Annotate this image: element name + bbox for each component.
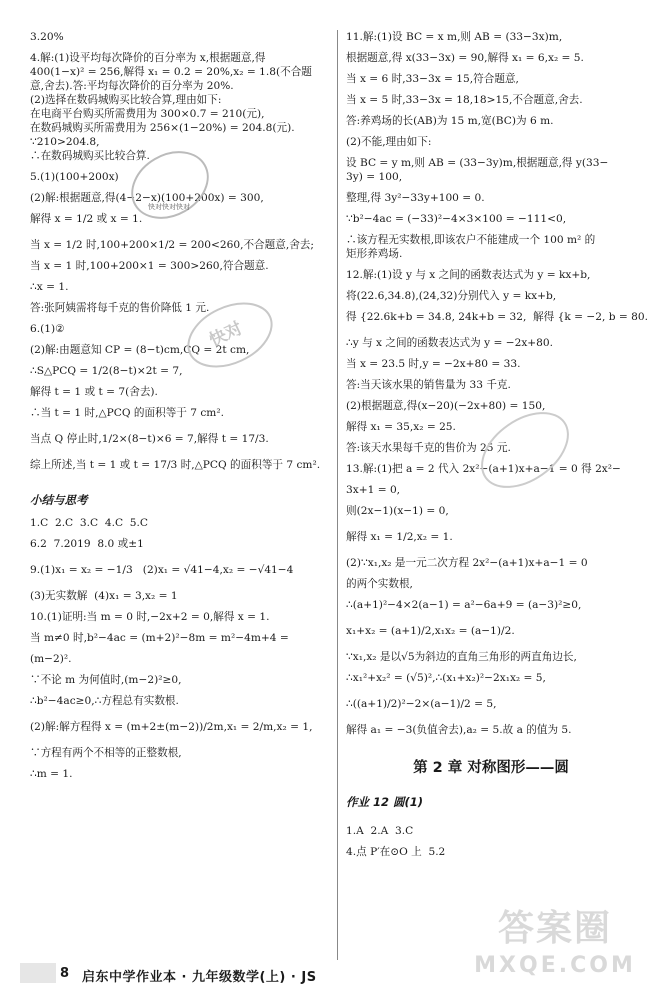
text-line: 当 x = 1/2 时,100+200×1/2 = 200<260,不合题意,舍去; <box>30 239 314 251</box>
text-line: ∴((a+1)/2)²−2×(a−1)/2 = 5, <box>346 698 497 710</box>
text-line: ∴当 t = 1 时,△PCQ 的面积等于 7 cm². <box>30 407 224 419</box>
spacer <box>30 252 330 259</box>
text-line: ∴(a+1)²−4×2(a−1) = a²−6a+9 = (a−3)²≥0, <box>346 599 582 611</box>
text-line: (2)选择在数码城购买比较合算,理由如下: <box>30 94 222 106</box>
homework-heading: 作业 12 圆(1) <box>346 795 424 809</box>
page-number: 8 <box>60 966 70 981</box>
text-line: (3)无实数解 (4)x₁ = 3,x₂ = 1 <box>30 590 178 602</box>
spacer <box>30 336 330 343</box>
spacer <box>30 273 330 280</box>
text-line: 解得 t = 1 或 t = 7(舍去). <box>30 386 158 398</box>
text-line: 9.(1)x₁ = x₂ = −1/3 (2)x₁ = √41−4,x₂ = −√41−4 <box>30 564 294 576</box>
text-line: ∴S△PCQ = 1/2(8−t)×2t = 7, <box>30 365 183 377</box>
text-line: 解得 x₁ = 1/2,x₂ = 1. <box>346 531 453 543</box>
spacer <box>346 107 636 114</box>
spacer <box>346 544 636 556</box>
spacer <box>346 371 636 378</box>
spacer <box>346 737 636 756</box>
text-line: (2)解:解方程得 x = (m+2±(m−2))/2m,x₁ = 2/m,x₂ = 1, <box>30 721 313 733</box>
text-line: 6.(1)② <box>30 323 65 335</box>
spacer <box>30 577 330 589</box>
spacer <box>346 455 636 462</box>
text-line: 将(22.6,34.8),(24,32)分别代入 y = kx+b, <box>346 290 557 302</box>
spacer <box>30 205 330 212</box>
text-line: 13.解:(1)把 a = 2 代入 2x²−(a+1)x+a−1 = 0 得 2x²− <box>346 463 621 475</box>
text-line: 4.点 P′在⊙O 上 5.2 <box>346 846 446 858</box>
text-line: (2)解:根据题意,得(4−2−x)(100+200x) = 300, <box>30 192 264 204</box>
spacer <box>346 149 636 156</box>
text-line: 在电商平台购买所需费用为 300×0.7 = 210(元), <box>30 108 265 120</box>
spacer <box>30 687 330 694</box>
spacer <box>346 184 636 191</box>
spacer <box>346 226 636 233</box>
text-line: 整理,得 3y²−33y+100 = 0. <box>346 192 485 204</box>
text-line: ∴x = 1. <box>30 281 69 293</box>
spacer <box>346 128 636 135</box>
text-line: 3x+1 = 0, <box>346 484 401 496</box>
text-line: 400(1−x)² = 256,解得 x₁ = 0.2 = 20%,x₂ = 1.8(不合题 <box>30 66 312 78</box>
text-line: ∵不论 m 为何值时,(m−2)²≥0, <box>30 674 182 686</box>
text-line: 3.20% <box>30 31 64 43</box>
spacer <box>30 530 330 537</box>
text-line: 1.C 2.C 3.C 4.C 5.C <box>30 517 149 529</box>
text-line: 10.(1)证明:当 m = 0 时,−2x+2 = 0,解得 x = 1. <box>30 611 270 623</box>
text-line: 答:张阿姨需将每千克的售价降低 1 元. <box>30 302 210 314</box>
text-line: 1.A 2.A 3.C <box>346 825 414 837</box>
column-divider <box>337 30 338 960</box>
spacer <box>30 624 330 631</box>
spacer <box>346 518 636 530</box>
text-line: 的两个实数根, <box>346 578 413 590</box>
corner-logo-domain: MXQE.COM <box>474 953 636 978</box>
text-line: 则(2x−1)(x−1) = 0, <box>346 505 449 517</box>
spacer <box>346 838 636 845</box>
text-line: 矩形养鸡场. <box>346 248 403 260</box>
text-line: ∴y 与 x 之间的函数表达式为 y = −2x+80. <box>346 337 554 349</box>
chapter-heading: 第 2 章 对称图形——圆 <box>413 760 569 776</box>
page-footer <box>20 960 640 988</box>
spacer <box>30 734 330 746</box>
text-line: ∴b²−4ac≥0,∴方程总有实数根. <box>30 695 179 707</box>
text-line: ∵方程有两个不相等的正整数根, <box>30 747 182 759</box>
spacer <box>346 711 636 723</box>
stamp-watermark-text: 快对 <box>206 318 246 352</box>
text-line: 当 x = 6 时,33−3x = 15,符合题意, <box>346 73 519 85</box>
text-line: 6.2 7.2019 8.0 或±1 <box>30 538 144 550</box>
right-column <box>346 30 648 859</box>
spacer <box>346 350 636 357</box>
spacer <box>346 812 636 824</box>
spacer <box>30 603 330 610</box>
spacer <box>346 303 636 310</box>
spacer <box>30 184 330 191</box>
spacer <box>346 324 636 336</box>
text-line: (2)∵x₁,x₂ 是一元二次方程 2x²−(a+1)x+a−1 = 0 <box>346 557 588 569</box>
spacer <box>346 413 636 420</box>
text-line: 当 x = 1 时,100+200×1 = 300>260,符合题意. <box>30 260 269 272</box>
text-line: 11.解:(1)设 BC = x m,则 AB = (33−3x)m, <box>346 31 563 43</box>
text-line: 解得 x = 1/2 或 x = 1. <box>30 213 143 225</box>
spacer <box>346 570 636 577</box>
stamp-watermark-small: 快对快对快对 <box>148 203 190 211</box>
spacer <box>30 420 330 432</box>
text-line: 3y) = 100, <box>346 171 403 183</box>
text-line: 得 {22.6k+b = 34.8, 24k+b = 32, 解得 {k = −2, b = 80. <box>346 311 648 323</box>
spacer <box>30 357 330 364</box>
text-line: 综上所述,当 t = 1 或 t = 17/3 时,△PCQ 的面积等于 7 cm². <box>30 459 321 471</box>
text-line: 答:该天水果每千克的售价为 25 元. <box>346 442 511 454</box>
text-line: 当 x = 23.5 时,y = −2x+80 = 33. <box>346 358 521 370</box>
spacer <box>346 476 636 483</box>
text-line: (2)根据题意,得(x−20)(−2x+80) = 150, <box>346 400 546 412</box>
spacer <box>30 163 330 170</box>
text-line: 根据题意,得 x(33−3x) = 90,解得 x₁ = 6,x₂ = 5. <box>346 52 584 64</box>
book-title: 启东中学作业本 · 九年级数学(上) · JS <box>82 970 317 985</box>
spacer <box>30 315 330 322</box>
text-line: 意,舍去).答:平均每次降价的百分率为 20%. <box>30 80 234 92</box>
text-line: ∵b²−4ac = (−33)²−4×3×100 = −111<0, <box>346 213 567 225</box>
spacer <box>346 591 636 598</box>
spacer <box>30 294 330 301</box>
text-line: 12.解:(1)设 y 与 x 之间的函数表达式为 y = kx+b, <box>346 269 591 281</box>
corner-logo-text: 答案圈 <box>497 908 612 949</box>
spacer <box>346 86 636 93</box>
text-line: 当 x = 5 时,33−3x = 18,18>15,不合题意,舍去. <box>346 94 583 106</box>
text-line: x₁+x₂ = (a+1)/2,x₁x₂ = (a−1)/2. <box>346 625 515 637</box>
spacer <box>30 399 330 406</box>
spacer <box>346 282 636 289</box>
spacer <box>346 65 636 72</box>
text-line: 4.解:(1)设平均每次降价的百分率为 x,根据题意,得 <box>30 52 266 64</box>
text-line: 解得 a₁ = −3(负值舍去),a₂ = 5.故 a 的值为 5. <box>346 724 572 736</box>
spacer <box>30 226 330 238</box>
spacer <box>346 434 636 441</box>
spacer <box>30 551 330 563</box>
spacer <box>30 446 330 458</box>
text-line: 当 m≠0 时,b²−4ac = (m+2)²−8m = m²−4m+4 = <box>30 632 289 644</box>
spacer <box>30 760 330 767</box>
spacer <box>30 666 330 673</box>
spacer <box>346 392 636 399</box>
text-line: 5.(1)(100+200x) <box>30 171 119 183</box>
spacer <box>30 509 330 516</box>
text-line: (m−2)². <box>30 653 72 665</box>
text-line: 答:当天该水果的销售量为 33 千克. <box>346 379 511 391</box>
spacer <box>346 638 636 650</box>
spacer <box>346 497 636 504</box>
spacer <box>346 261 636 268</box>
footer-shade <box>20 963 56 983</box>
spacer <box>346 205 636 212</box>
text-line: 设 BC = y m,则 AB = (33−3y)m,根据题意,得 y(33− <box>346 157 609 169</box>
text-line: ∴x₁²+x₂² = (√5)²,∴(x₁+x₂)²−2x₁x₂ = 5, <box>346 672 546 684</box>
text-line: ∵x₁,x₂ 是以√5为斜边的直角三角形的两直角边长, <box>346 651 577 663</box>
text-line: ∴m = 1. <box>30 768 73 780</box>
spacer <box>346 612 636 624</box>
spacer <box>30 645 330 652</box>
text-line: 解得 x₁ = 35,x₂ = 25. <box>346 421 456 433</box>
spacer <box>346 44 636 51</box>
spacer <box>346 780 636 792</box>
text-line: ∴在数码城购买比较合算. <box>30 150 150 162</box>
spacer <box>30 472 330 491</box>
text-line: (2)不能,理由如下: <box>346 136 432 148</box>
spacer <box>346 685 636 697</box>
spacer <box>30 44 330 51</box>
text-line: ∵210>204.8, <box>30 136 100 148</box>
left-column <box>30 30 330 781</box>
section-heading: 小结与思考 <box>30 493 88 507</box>
text-line: 在数码城购买所需费用为 256×(1−20%) = 204.8(元). <box>30 122 295 134</box>
text-line: 答:养鸡场的长(AB)为 15 m,宽(BC)为 6 m. <box>346 115 554 127</box>
text-line: (2)解:由题意知 CP = (8−t)cm,CQ = 2t cm, <box>30 344 250 356</box>
spacer <box>346 664 636 671</box>
spacer <box>30 708 330 720</box>
text-line: ∴该方程无实数根,即该农户不能建成一个 100 m² 的 <box>346 234 596 246</box>
spacer <box>30 378 330 385</box>
text-line: 当点 Q 停止时,1/2×(8−t)×6 = 7,解得 t = 17/3. <box>30 433 269 445</box>
